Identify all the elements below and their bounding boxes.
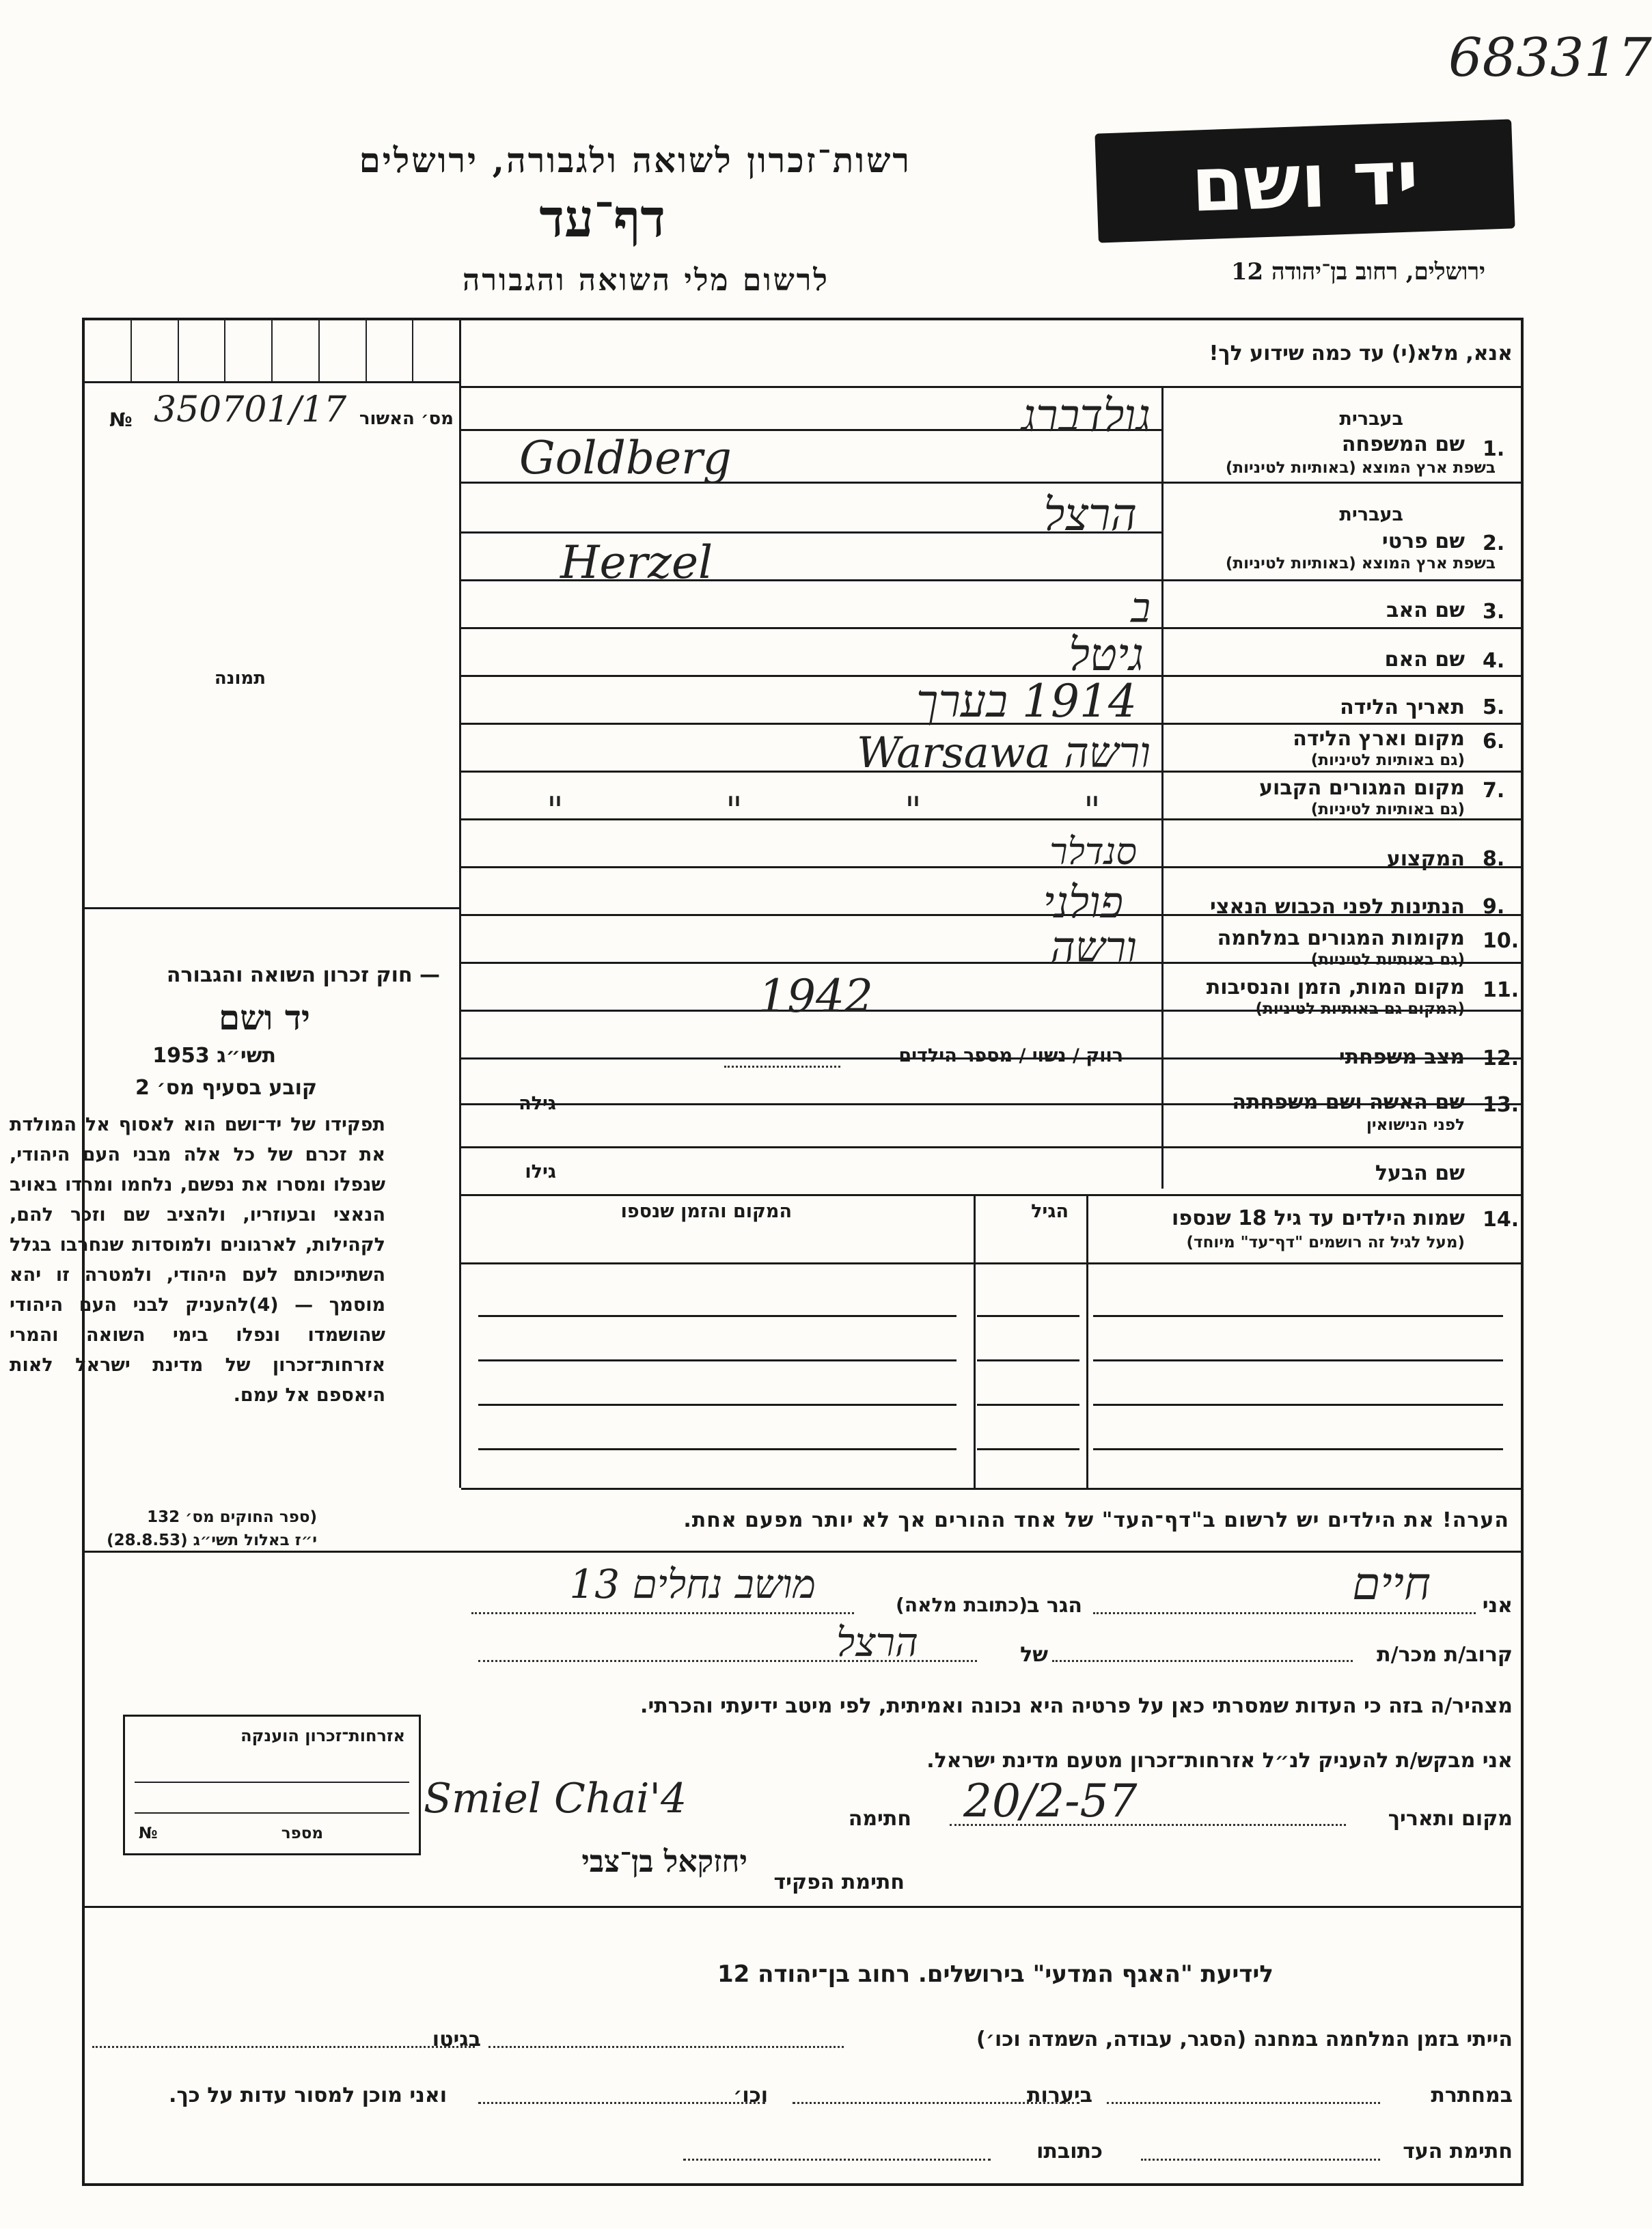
etc-line[interactable] xyxy=(478,2102,765,2104)
approval-boxes xyxy=(85,320,459,381)
field-5-number: 5. xyxy=(1483,695,1505,719)
field-7-value: " " " " xyxy=(547,789,1176,832)
field-6-value: ורשה Warsawa xyxy=(856,728,1151,777)
place-date-label: מקום ותאריך xyxy=(1388,1807,1513,1831)
approval-number-label: מס׳ האשור xyxy=(359,409,454,429)
address-hint: (כתובת מלאה) xyxy=(896,1594,1028,1616)
field-10-sub: (גם באותיות לטיניות) xyxy=(1310,951,1465,969)
declarant-name-line[interactable] xyxy=(1093,1612,1476,1614)
relative-line[interactable] xyxy=(1052,1660,1353,1662)
law-clause: קובע בסעיף מס׳ 2 xyxy=(135,1076,317,1100)
children-age-header: הגיל xyxy=(1031,1201,1069,1222)
forests-line[interactable] xyxy=(793,2102,1079,2104)
law-title: — חוק זכרון השואה והגבורה xyxy=(166,963,440,987)
declarant-address-line[interactable] xyxy=(471,1612,854,1614)
field-3-label: שם האב xyxy=(1386,598,1465,622)
law-year: תשי״ג 1953 xyxy=(152,1044,276,1068)
declarant-address-value: מושב נחלים 13 xyxy=(569,1561,816,1607)
field-12-number: 12. xyxy=(1483,1047,1519,1070)
certificate-number-label: מספר xyxy=(281,1825,323,1842)
field-6-number: 6. xyxy=(1483,730,1505,753)
field-1-number: 1. xyxy=(1483,437,1505,461)
officer-signature-stamp: יחזקאל בן־צבי xyxy=(581,1844,747,1879)
children-label: שמות הילדים עד גיל 18 שנספו xyxy=(1172,1206,1465,1230)
field-1-value-he: גולדברג xyxy=(1021,389,1151,442)
field-11-value: 1942 xyxy=(758,970,873,1023)
field-10-number: 10. xyxy=(1483,929,1519,953)
witness-signature-line[interactable] xyxy=(1141,2159,1380,2161)
field-9-label: הנתינות לפני הכבוש הנאצי xyxy=(1210,895,1465,919)
field-10-value: ורשה xyxy=(1050,922,1137,972)
approval-number-value: 350701/17 xyxy=(154,389,347,430)
field-12-options: רווק / נשוי / מספר הילדים xyxy=(898,1045,1123,1066)
signature-label: חתימה xyxy=(848,1807,911,1831)
field-1-hebrew-tag: בעברית xyxy=(1339,409,1403,430)
of-label: של xyxy=(1020,1643,1048,1667)
field-4-number: 4. xyxy=(1483,649,1505,673)
authority-name: רשות־זכרון לשואה ולגבורה, ירושלים xyxy=(359,140,911,180)
forests-label: ביערות xyxy=(1027,2083,1092,2107)
field-5-value: 1914 בערך xyxy=(916,675,1137,728)
request: אני מבקש/ת להעניק לנ״ל אזרחות־זכרון מטעם מדינת ישראל. xyxy=(926,1749,1513,1773)
of-value: הרצל xyxy=(836,1619,918,1665)
bottom-heading: לידיעת "האגף המדעי" בירושלים. רחוב בן־יהודה 12 xyxy=(717,1961,1274,1988)
field-8-label: המקצוע xyxy=(1386,847,1465,871)
note-text: הערה! את הילדים יש לרשום ב"דף־העד" של אחד ההורים אך לא יותר מפעם אחת. xyxy=(683,1508,1509,1532)
field-7-label: מקום המגורים הקבוע xyxy=(1259,776,1465,800)
field-2-sub: בשפת ארץ המוצא (באותיות לטיניות) xyxy=(1225,555,1496,572)
husband-name-label: שם הבעל xyxy=(1375,1161,1465,1185)
field-1-label: שם המשפחה xyxy=(1341,432,1465,456)
ghetto-line[interactable] xyxy=(92,2046,475,2048)
declarant-signature: Smiel Chai'4 xyxy=(424,1775,687,1823)
field-2-number: 2. xyxy=(1483,531,1505,555)
declarant-label: אני xyxy=(1482,1594,1513,1618)
yad-vashem-logo: יד ושם xyxy=(1095,119,1515,243)
field-13-number: 13. xyxy=(1483,1093,1519,1117)
camp-line[interactable] xyxy=(488,2046,844,2048)
field-13-sub: לפני הנישואין xyxy=(1366,1116,1465,1134)
field-2-label: שם פרטי xyxy=(1381,529,1465,553)
certificate-title: אזרחות־זכרון הוענקה xyxy=(240,1726,405,1745)
field-3-value: ב xyxy=(1131,584,1151,632)
field-13-label: שם האשה ושם משפחתה xyxy=(1232,1090,1465,1114)
field-2-value-he: הרצל xyxy=(1043,488,1137,541)
form-title: דף־עד xyxy=(539,188,665,249)
law-ref-2: י״ז באלול תשי״ג (28.8.53) xyxy=(107,1532,317,1549)
certificate-no-mark: № xyxy=(139,1825,158,1842)
husband-age-label: גילו xyxy=(525,1161,556,1182)
field-2-hebrew-tag: בעברית xyxy=(1339,504,1403,525)
field-1-value-latin: Goldberg xyxy=(519,432,732,484)
law-text: תפקידו של יד־ושם הוא לאסוף אל המולדת את זכרם של כל אלה מבני העם היהודי, שנפלו ומסרו את נפשם, נלחמו ומרדו באויב הנאצי ובעוזריו, ולהציב שם וזכר להם, לקהילות, לארגונים ולמוסדות שנחרבו בגלל השתייכותם לעם היהודי, ולמטרה זו יהא מוסמך — (4)להעניק לבני העם היהודי שהושמדו ונפלו בימי השואה והמרי אזרחות־זכרון של מדינת ישראל לאות היאספם אל עמם. xyxy=(10,1114,385,1406)
header-address: ירושלים, רחוב בן־יהודה 12 xyxy=(1230,258,1485,286)
field-6-sub: (גם באותיות לטיניות) xyxy=(1310,751,1465,769)
field-4-label: שם האם xyxy=(1384,648,1465,672)
witness-signature-label: חתימת העד xyxy=(1403,2140,1513,2163)
field-8-value: סנדלר xyxy=(1049,830,1137,873)
field-5-label: תאריך הלידה xyxy=(1340,695,1465,719)
ghetto-label: בגיטו xyxy=(432,2027,481,2051)
resides-label: הגר ב xyxy=(1027,1594,1082,1618)
certificate-box xyxy=(123,1715,421,1855)
ready-text: ואני מוכן למסור עדות על כך. xyxy=(169,2083,447,2107)
field-9-value: פולני xyxy=(1043,878,1123,928)
field-6-label: מקום וארץ הלידה xyxy=(1293,727,1465,751)
field-3-number: 3. xyxy=(1483,600,1505,624)
field-14-number: 14. xyxy=(1483,1208,1519,1232)
field-7-number: 7. xyxy=(1483,779,1505,803)
photo-label: תמונה xyxy=(214,668,266,689)
archive-number: 683317 xyxy=(1448,27,1652,89)
witness-address-line[interactable] xyxy=(683,2159,991,2161)
law-name: יד ושם xyxy=(219,997,310,1038)
field-12-label: מצב משפחתי xyxy=(1338,1045,1465,1069)
form-subtitle: לרשום מלי השואה והגבורה xyxy=(463,263,829,298)
bottom-line1: הייתי בזמן המלחמה במחנה (הסגר, עבודה, השמדה וכו׳) xyxy=(976,2027,1513,2051)
field-11-number: 11. xyxy=(1483,978,1519,1002)
relative-label: קרוב/ת מכר/ת xyxy=(1377,1643,1513,1667)
field-4-value: גיטל xyxy=(1069,628,1144,681)
field-11-label: מקום המות, הזמן והנסיבות xyxy=(1206,975,1465,999)
field-1-sub: בשפת ארץ המוצא (באותיות לטיניות) xyxy=(1225,459,1496,477)
field-7-sub: (גם באותיות לטיניות) xyxy=(1310,801,1465,818)
field-9-number: 9. xyxy=(1483,895,1505,919)
approval-no-mark: № xyxy=(109,409,133,431)
children-count-line[interactable] xyxy=(724,1066,840,1068)
witness-address-label: כתובתו xyxy=(1036,2140,1103,2163)
field-2-value-latin: Herzel xyxy=(560,536,713,589)
declarant-name-value: חיים xyxy=(1352,1557,1431,1610)
place-date-value: 20/2-57 xyxy=(963,1775,1138,1827)
officer-signature-label: חתימת הפקיד xyxy=(773,1870,905,1894)
law-ref-1: (ספר החוקים מס׳ 132 xyxy=(147,1508,317,1526)
field-10-label: מקומות המגורים במלחמה xyxy=(1217,926,1465,950)
children-sub: (מעל לגיל זה רושמים "דף־עד" מיוחד) xyxy=(1186,1234,1465,1251)
etc-label: וכו׳ xyxy=(733,2083,768,2107)
statement: מצהיר/ה בזה כי העדות שמסרתי כאן על פרטיה היא נכונה ואמיתית, לפי מיטב ידיעתי והכרתי. xyxy=(640,1694,1513,1718)
children-place-header: המקום והזמן שנספו xyxy=(620,1201,792,1222)
top-instruction: אנא, מלא(י) עד כמה שידוע לך! xyxy=(1209,342,1513,365)
field-8-number: 8. xyxy=(1483,847,1505,871)
wife-age-label: גילה xyxy=(519,1093,556,1114)
underground-label: במחתרת xyxy=(1431,2083,1513,2107)
field-11-sub: (המקום גם באותיות לטיניות) xyxy=(1255,1000,1465,1018)
underground-line[interactable] xyxy=(1107,2102,1380,2104)
